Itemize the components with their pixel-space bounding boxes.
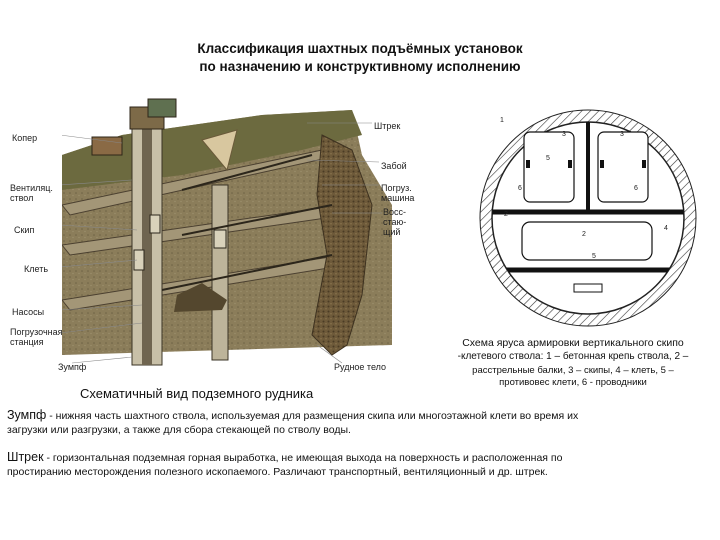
label-klet: Клеть	[24, 264, 49, 274]
shaft-caption-line3: расстрельные балки, 3 – скипы, 4 – клеть, 5 –	[472, 365, 674, 376]
title-line-1: Классификация шахтных подъёмных установок	[197, 41, 523, 56]
shaft-cross-section	[474, 108, 702, 328]
shtrek-definition	[7, 450, 707, 479]
num-3b: 3	[620, 131, 624, 138]
shtrek-text-1: - горизонтальная подземная горная выработка, не имеющая выхода на поверхность и расположенная по	[43, 452, 563, 464]
label-vent-line1: Вентиляц.	[10, 183, 53, 193]
zumpf-text-2: загрузки или разгрузки, а также для сбора стекающей по стволу воды.	[7, 424, 351, 436]
mine-caption: Схематичный вид подземного рудника	[80, 386, 314, 401]
label-pogruz-line1: Погруз.	[381, 183, 412, 193]
label-vosstay-line2: стаю-	[383, 217, 407, 227]
label-koper: Копер	[12, 133, 38, 143]
label-skip: Скип	[14, 225, 35, 235]
num-3a: 3	[562, 131, 566, 138]
zumpf-text-1: - нижняя часть шахтного ствола, используемая для размещения скипа или многоэтажной клети во время их	[46, 410, 579, 422]
num-6a: 6	[518, 185, 522, 192]
label-pogr-line2: станция	[10, 337, 44, 347]
num-6b: 6	[634, 185, 638, 192]
label-shtrek: Штрек	[374, 121, 401, 131]
num-4: 4	[664, 225, 668, 232]
num-1: 1	[500, 117, 504, 124]
label-zaboy: Забой	[381, 161, 407, 171]
label-pogruz-line2: машина	[381, 193, 415, 203]
label-vent-line2: ствол	[10, 193, 34, 203]
title-line-2: по назначению и конструктивному исполнению	[199, 59, 521, 74]
page-title	[0, 40, 720, 76]
label-pogr-line1: Погрузочная	[10, 327, 63, 337]
mine-illustration	[62, 95, 407, 370]
shtrek-text-2: простиранию месторождения полезного ископаемого. Различают транспортный, вентиляционный и др. штрек.	[7, 466, 548, 478]
counterweight	[574, 284, 602, 292]
shaft-caption-line4: противовес клети, 6 - проводники	[499, 377, 647, 388]
label-vosstay-line3: щий	[383, 227, 401, 237]
num-5a: 5	[546, 155, 550, 162]
label-rudnoe: Рудное тело	[334, 362, 387, 372]
label-vosstay-line1: Восс-	[383, 207, 407, 217]
label-zumpf: Зумпф	[58, 362, 87, 372]
num-2b: 2	[582, 231, 586, 238]
zumpf-term: Зумпф	[7, 408, 47, 422]
label-nasosy: Насосы	[12, 307, 45, 317]
num-5b: 5	[592, 253, 596, 260]
num-2a: 2	[504, 211, 508, 218]
shaft-caption-line1: Схема яруса армировки вертикального скипо	[462, 337, 684, 349]
shaft-caption-line2: -клетевого ствола: 1 – бетонная крепь ствола, 2 –	[457, 351, 689, 362]
zumpf-definition	[7, 408, 707, 437]
shtrek-term: Штрек	[7, 450, 44, 464]
cage	[522, 222, 652, 260]
